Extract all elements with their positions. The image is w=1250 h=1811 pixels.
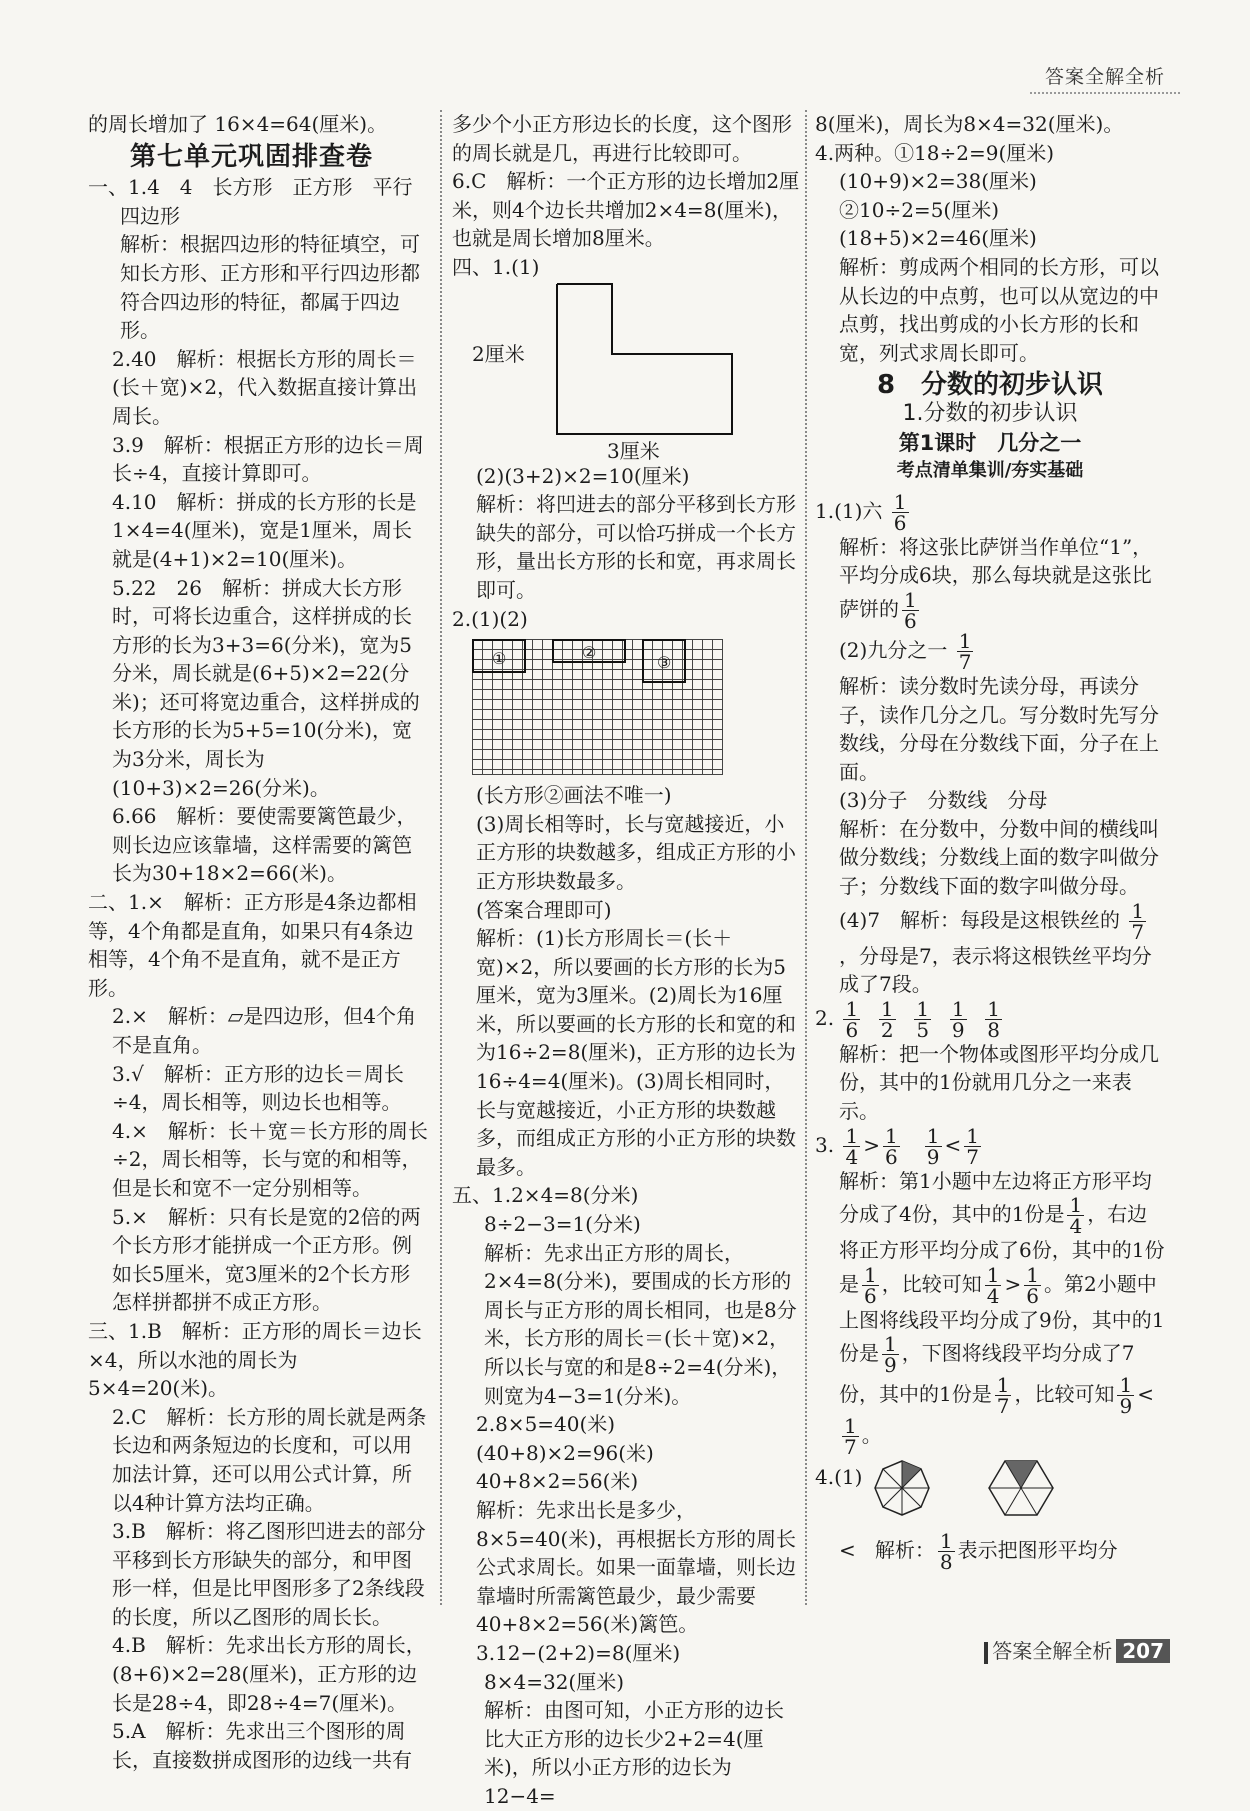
answer-1-4 [815, 898, 1165, 999]
fraction-1-7 [964, 1123, 981, 1169]
explanation-text: 解析： [874, 1538, 935, 1563]
numerator: 1 [966, 1123, 979, 1148]
fraction-1-7 [842, 1414, 859, 1460]
column-divider-2 [805, 110, 807, 1605]
footer-label: 答案全解全析 [992, 1639, 1113, 1663]
numerator: 1 [939, 1529, 953, 1554]
mark-2: ② [582, 643, 597, 663]
answer-1-1b: 四边形 [120, 203, 180, 228]
numerator: 1 [951, 996, 965, 1021]
footer [984, 1635, 1170, 1664]
page-number: 207 [1116, 1639, 1170, 1663]
numerator: 1 [996, 1373, 1010, 1398]
section-title: 8 分数的初步认识 [876, 370, 1104, 401]
explanation: 解析：先求出正方形的周长，2×4=8(分米)，要围成的长方形的周长与正方形的周长相同，也是8分米，长方形的周长＝(长＋宽)×2，所以长与宽的和是8÷2=4(分米)，则宽为4−3=1(分米)。 [484, 1240, 797, 1408]
answer-5-3b: 8×4=32(厘米) [484, 1669, 625, 1694]
answer-1-1: 一、1.4 4 长方形 正方形 平行 [88, 175, 413, 200]
l-shape-svg [452, 282, 752, 462]
fraction-1-9 [925, 1123, 942, 1169]
answer-1-2: 2.40 解析：根据长方形的周长＝(长＋宽)×2，代入数据直接计算出周长。 [112, 346, 418, 428]
answer-5-1: 五、1.2×4=8(分米) [452, 1183, 639, 1208]
explanation-text: ，分母是7，表示将这根铁丝平均分成了7段。 [839, 943, 1152, 997]
less-than: < [839, 1538, 856, 1563]
denominator: 6 [845, 1017, 859, 1042]
explanation: 解析：第1小题中左边将正方形平均分成了4份，其中的1份是 $\frac{1}{4}$ ，右边将正方形平均分成了6份，其中的1份是 $\frac{1}{6}$ ，比较可知 $\frac{1}{4}$ > $\frac{1}{6}$ 。第2小题中上图将线段平均分成了9份，其中的1份是 $\frac{1}{9}$ ，下图将线段平均分成了7份，其中的1份是 $\frac{1}{7}$ ，比较可知 $\frac{1}{9}$ < $\frac{1}{7}$ 。 [839, 1168, 1165, 1460]
lesson-title: 第1课时 几分之一 [898, 430, 1082, 455]
answer-2-1: 二、1.× 解析：正方形是4条边都相等，4个角都是直角，如果只有4条边相等，4个角不是直角，就不是正方形。 [88, 890, 417, 1000]
denominator: 6 [864, 1283, 877, 1308]
less-than: < [1137, 1382, 1154, 1407]
answer-1-3: 3.9 解析：根据正方形的边长＝周长÷4，直接计算即可。 [112, 432, 424, 486]
explanation: 解析：剪成两个相同的长方形，可以从长边的中点剪，也可以从宽边的中点剪，找出剪成的小长方形的长和宽，列式求周长即可。 [839, 254, 1159, 365]
numerator: 1 [958, 628, 972, 653]
answer-3 [815, 1123, 1165, 1169]
explanation: 解析：读分数时先读分母，再读分子，读作几分之几。写分数时先写分数线，分母在分数线下面，分子在上面。 [839, 673, 1159, 784]
numerator: 1 [926, 1123, 940, 1148]
answer-4-1b: (2)(3+2)×2=10(厘米) [476, 463, 690, 488]
text-line: 8(厘米)，周长为8×4=32(厘米)。 [815, 112, 1124, 136]
greater-than: > [1004, 1271, 1022, 1296]
l-shape-figure [452, 282, 802, 462]
explanation-text: 第2小题中上图将线段平均分成了9份，其中的1份是 [839, 1271, 1165, 1366]
explanation-text: 表示把图形平均分 [957, 1538, 1118, 1563]
greater-than: > [863, 1132, 880, 1157]
numerator: 1 [845, 996, 859, 1021]
l-shape-outline [557, 284, 732, 434]
answer-2 [815, 996, 1165, 1042]
fraction-1-4 [985, 1262, 1002, 1308]
numerator: 1 [884, 1123, 898, 1148]
mark-3: ③ [657, 653, 672, 673]
fraction [879, 996, 896, 1042]
answer-4d: (18+5)×2=46(厘米) [839, 226, 1037, 251]
explanation-text: 右边将正方形平均分成了6份，其中的1份是 [839, 1202, 1165, 1296]
fig-label-bottom: 3厘米 [607, 438, 660, 463]
denominator: 7 [1131, 919, 1145, 944]
octagon-figure [875, 1461, 929, 1515]
numerator: 1 [986, 1262, 1000, 1287]
square-grid [472, 639, 723, 775]
explanation: 解析：根据四边形的特征填空，可知长方形、正方形和平行四边形都符合四边形的特征，都属于四边形。 [120, 232, 420, 343]
denominator: 6 [893, 510, 907, 535]
answer-1-4: 4.10 解析：拼成的长方形的长是1×4=4(厘米)，宽是1厘米，周长就是(4+1)×2=10(厘米)。 [112, 489, 417, 571]
explanation-text: ，下图将线段平均分成了7份，其中的1份是 [839, 1341, 1135, 1407]
grid-figure [452, 633, 802, 781]
explanation-text: ，比较可知 [1014, 1382, 1115, 1407]
fraction [843, 996, 860, 1042]
text-line: 的周长增加了 16×4=64(厘米)。 [88, 112, 388, 136]
column-1 [88, 110, 428, 1774]
denominator: 8 [939, 1550, 953, 1575]
sub-title: 1.分数的初步认识 [902, 400, 1078, 426]
explanation: 解析：(1)长方形周长＝(长＋宽)×2，所以要画的长方形的长为5厘米，宽为3厘米。(2)周长为16厘米，所以要画的长方形的长和宽的和为16÷2=8(厘米)，正方形的边长为16÷4=4(厘米)。(3)周长相同时，长与宽越接近，小正方形的块数越多，而组成正方形的小正方形的块数最多。 [476, 926, 797, 1179]
answer-3-3: 3.B 解析：将乙图形凹进去的部分平移到长方形缺失的部分，和甲图形一样，但是比甲图形多了2条线段的长度，所以乙图形的周长长。 [112, 1519, 426, 1629]
denominator: 4 [845, 1144, 859, 1169]
answer-1-2 [815, 628, 1165, 674]
fraction-1-8 [938, 1529, 955, 1575]
note: (长方形②画法不唯一) [476, 783, 672, 808]
fraction-1-7 [957, 628, 974, 674]
fig-label-left: 2厘米 [472, 341, 525, 366]
fraction-1-7 [1129, 898, 1146, 944]
column-divider-1 [440, 110, 442, 1605]
numerator: 1 [987, 996, 1000, 1021]
footer-bar [984, 1642, 988, 1664]
answer-4-2: 2.(1)(2) [452, 606, 528, 631]
denominator: 4 [1069, 1214, 1083, 1239]
explanation-text: 解析：将这张比萨饼当作单位“1”，平均分成6块，那么每块就是这张比萨饼的 [839, 534, 1153, 621]
fraction [950, 996, 967, 1042]
fraction-1-9 [882, 1332, 899, 1378]
fraction-1-6 [862, 1262, 879, 1308]
fraction-1-6 [883, 1123, 900, 1169]
numerator: 1 [880, 996, 894, 1021]
answer-5-1b: 8÷2−3=1(分米) [484, 1212, 641, 1237]
denominator: 2 [880, 1017, 894, 1042]
explanation: 解析：先求出长是多少，8×5=40(米)，再根据长方形的周长公式求周长。如果一面靠墙，则长边靠墙时所需篱笆最少，最少需要40+8×2=56(米)篱笆。 [476, 1497, 797, 1637]
answer-4-explanation [815, 1529, 1165, 1575]
answer-3-4: 4.B 解析：先求出长方形的周长，(8+6)×2=28(厘米)，正方形的边长是28÷4，即28÷4=7(厘米)。 [112, 1633, 426, 1715]
fraction-1-4 [843, 1123, 860, 1169]
answer-5-3: 3.12−(2+2)=8(厘米) [476, 1640, 681, 1665]
answer-4c: ②10÷2=5(厘米) [839, 197, 1000, 222]
denominator: 9 [884, 1353, 897, 1378]
shapes-svg [865, 1457, 1145, 1531]
numerator: 1 [864, 1262, 877, 1287]
denominator: 9 [1119, 1394, 1133, 1419]
answer-1-1 [815, 489, 1165, 535]
explanation-text: 解析：第1小题中左边将正方形平均分成了4份，其中的1份是 [839, 1168, 1152, 1227]
answer-2-5: 5.× 解析：只有长是宽的2倍的两个长方形才能拼成一个正方形。例如长5厘米，宽3厘米的2个长方形怎样拼都拼不成正方形。 [112, 1204, 421, 1315]
denominator: 6 [884, 1144, 898, 1169]
fraction-1-9 [1117, 1373, 1134, 1419]
header-divider [1030, 92, 1180, 94]
numerator: 1 [1119, 1373, 1133, 1398]
denominator: 4 [986, 1283, 1000, 1308]
text-line: 多少个小正方形边长的长度，这个图形的周长就是几，再进行比较即可。 [452, 112, 792, 165]
answer-5-2: 2.8×5=40(米) (40+8)×2=96(米) 40+8×2=56(米) [476, 1412, 674, 1494]
hexagon-figure [989, 1461, 1053, 1515]
column-2 [452, 110, 802, 1811]
mark-1: ① [492, 649, 507, 669]
denominator: 8 [987, 1017, 1000, 1042]
answer-number: 3. [815, 1132, 835, 1157]
answer-4: 4.两种。①18÷2=9(厘米) [815, 140, 1055, 165]
unit-title: 第七单元巩固排查卷 [130, 141, 374, 172]
answer-2-2: 2.× 解析：▱是四边形，但4个角不是直角。 [112, 1004, 416, 1057]
numerator: 1 [884, 1332, 897, 1357]
less-than: < [944, 1132, 962, 1157]
denominator: 7 [996, 1394, 1010, 1419]
fraction-1-6 [1024, 1262, 1041, 1308]
fraction-1-4 [1067, 1193, 1084, 1239]
answer-4-1: 四、1.(1) [452, 254, 540, 279]
numerator: 1 [1131, 898, 1145, 923]
fraction [985, 996, 1002, 1042]
answer-text: 1.(1)六 [815, 498, 883, 523]
answer-4-figures [815, 1457, 1165, 1531]
fraction-1-7 [995, 1373, 1012, 1419]
explanation: 解析：由图可知，小正方形的边长比大正方形的边长少2+2=4(厘米)，所以小正方形的边长为12−4= [484, 1698, 784, 1808]
answer-3-5: 5.A 解析：先求出三个图形的周长，直接数拼成图形的边线一共有 [112, 1719, 412, 1772]
numerator: 1 [904, 587, 917, 612]
answer-4b: (10+9)×2=38(厘米) [839, 169, 1037, 194]
numerator: 1 [844, 1414, 857, 1439]
explanation-text: ，比较可知 [881, 1271, 982, 1296]
answer-1-3: (3)分子 分数线 分母 [839, 788, 1048, 813]
answer-2-4: 4.× 解析：长＋宽＝长方形的周长÷2，周长相等，长与宽的和相等，但是长和宽不一定分别相等。 [112, 1118, 428, 1200]
note: (答案合理即可) [476, 897, 612, 922]
denominator: 5 [916, 1017, 930, 1042]
fraction-1-6 [892, 489, 909, 535]
answer-text: (4)7 解析：每段是这根铁丝的 [839, 907, 1121, 932]
answer-3-1: 三、1.B 解析：正方形的周长＝边长×4，所以水池的周长为5×4=20(米)。 [88, 1318, 422, 1401]
answer-text: (2)九分之一 [839, 637, 948, 662]
section-label: 考点清单集训/夯实基础 [896, 460, 1084, 482]
denominator: 7 [958, 649, 972, 674]
denominator: 6 [1026, 1283, 1039, 1308]
denominator: 9 [926, 1144, 940, 1169]
answer-6: 6.C 解析：一个正方形的边长增加2厘米，则4个边长共增加2×4=8(厘米)，也就是周长增加8厘米。 [452, 169, 800, 251]
answer-3-2: 2.C 解析：长方形的周长就是两条长边和两条短边的长度和，可以用加法计算，还可以用公式计算，所以4种计算方法均正确。 [112, 1404, 427, 1515]
answer-number: 4.(1) [815, 1465, 863, 1490]
fraction [914, 996, 931, 1042]
numerator: 1 [916, 996, 930, 1021]
shaded-part [1005, 1461, 1037, 1488]
fraction-1-6 [902, 587, 919, 633]
explanation [815, 533, 1165, 631]
header-title: 答案全解全析 [1044, 66, 1165, 88]
answer-1-5: 5.22 26 解析：拼成大长方形时，可将长边重合，这样拼成的长方形的长为3+3=6(分米)，宽为5分米，周长就是(6+5)×2=22(分米)；还可将宽边重合，这样拼成的长方形的长为5+5=10(分米)，宽为3分米，周长为(10+3)×2=26(分米)。 [112, 575, 420, 800]
denominator: 7 [844, 1435, 857, 1460]
answer-number: 2. [815, 1005, 835, 1030]
denominator: 7 [966, 1144, 979, 1169]
answer-1-6: 6.66 解析：要使需要篱笆最少，则长边应该靠墙，这样需要的篱笆长为30+18×2=66(米)。 [112, 804, 417, 886]
explanation: 解析：将凹进去的部分平移到长方形缺失的部分，可以恰巧拼成一个长方形，量出长方形的长和宽，再求周长即可。 [476, 492, 796, 602]
numerator: 1 [1069, 1193, 1083, 1218]
denominator: 6 [904, 608, 917, 633]
column-3 [815, 110, 1165, 1575]
answer-2-3: 3.√ 解析：正方形的边长＝周长÷4，周长相等，则边长也相等。 [112, 1061, 404, 1115]
numerator: 1 [893, 489, 907, 514]
numerator: 1 [845, 1123, 859, 1148]
denominator: 9 [951, 1017, 965, 1042]
numerator: 1 [1026, 1262, 1039, 1287]
explanation: 解析：在分数中，分数中间的横线叫做分数线；分数线上面的数字叫做分子；分数线下面的数字叫做分母。 [839, 816, 1159, 899]
shaded-part [902, 1461, 921, 1488]
explanation: 解析：把一个物体或图形平均分成几份，其中的1份就用几分之一来表示。 [839, 1041, 1159, 1124]
answer-4-2b: (3)周长相等时，长与宽越接近，小正方形的块数越多，组成正方形的小正方形块数最多。 [476, 811, 796, 893]
